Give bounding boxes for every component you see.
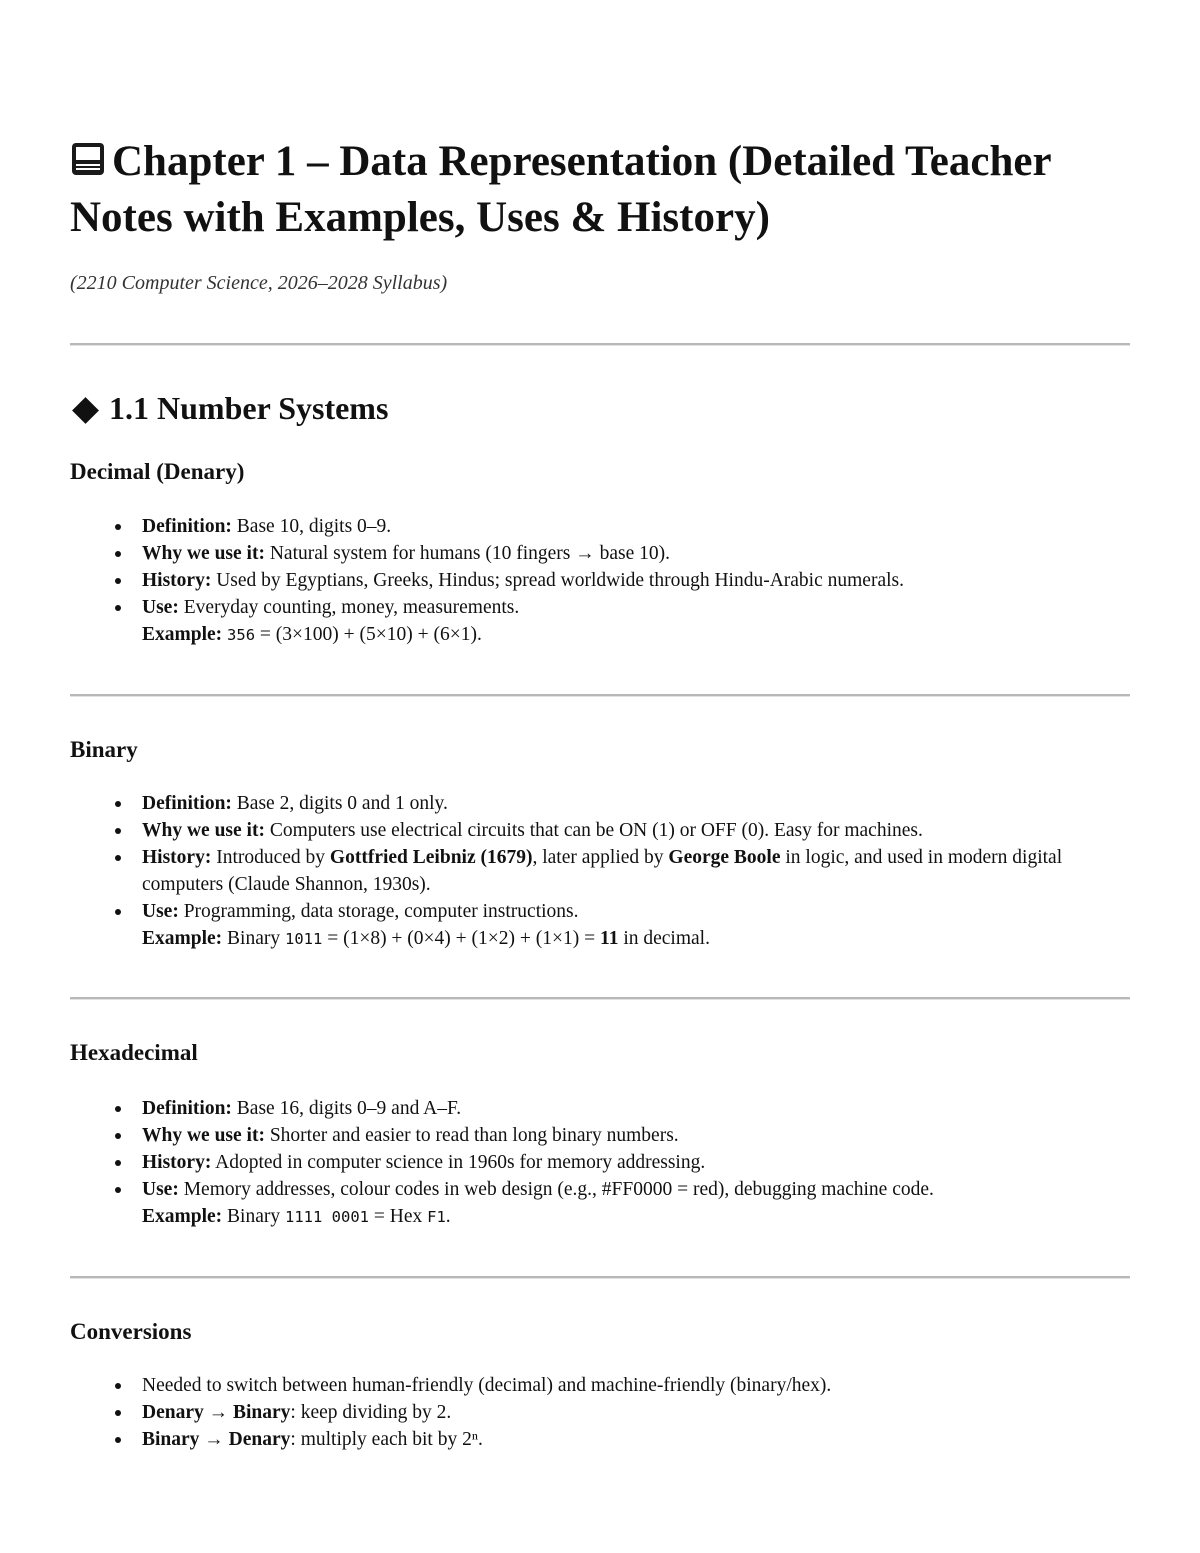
list-item: Why we use it: Computers use electrical circuits that can be ON (1) or OFF (0). Easy for machines. [142,817,1130,844]
list-item: Why we use it: Shorter and easier to read than long binary numbers. [142,1122,1130,1149]
divider [70,997,1130,1000]
hexadecimal-heading: Hexadecimal [70,1040,198,1065]
divider [70,343,1130,346]
binary-list [70,790,1130,953]
divider [70,694,1130,697]
list-item: History: Adopted in computer science in 1960s for memory addressing. [142,1149,1130,1176]
list-item: Why we use it: Natural system for humans (10 fingers → base 10). [142,540,1130,567]
section-heading-text: 1.1 Number Systems [109,390,389,426]
page-subtitle: (2210 Computer Science, 2026–2028 Syllabus) [70,272,448,294]
list-item: Denary → Binary: keep dividing by 2. [142,1399,1130,1426]
hexadecimal-list [70,1095,1130,1231]
page-title [70,134,1130,246]
decimal-list [70,513,1130,649]
book-icon [70,136,106,172]
list-item: Definition: Base 2, digits 0 and 1 only. [142,790,1130,817]
list-item: Definition: Base 16, digits 0–9 and A–F. [142,1095,1130,1122]
list-item: Binary → Denary: multiply each bit by 2ⁿ. [142,1426,1130,1453]
conversions-heading: Conversions [70,1319,192,1344]
conversions-list [70,1372,1130,1453]
divider [70,1276,1130,1279]
list-item: History: Used by Egyptians, Greeks, Hindus; spread worldwide through Hindu-Arabic numerals. [142,567,1130,594]
list-item: Use: Memory addresses, colour codes in web design (e.g., #FF0000 = red), debugging machine code. Example: Binary 1111 0001 = Hex F1. [142,1176,1130,1231]
list-item: Needed to switch between human-friendly (decimal) and machine-friendly (binary/hex). [142,1372,1130,1399]
page-title-text: Chapter 1 – Data Representation (Detailed Teacher Notes with Examples, Uses & History) [70,138,1051,241]
diamond-icon [72,397,99,424]
decimal-heading: Decimal (Denary) [70,459,245,484]
section-heading [70,388,388,428]
list-item: History: Introduced by Gottfried Leibniz (1679), later applied by George Boole in logic, and used in modern digital computers (Claude Shannon, 1930s). [142,844,1130,898]
list-item: Definition: Base 10, digits 0–9. [142,513,1130,540]
binary-heading: Binary [70,737,138,762]
list-item: Use: Programming, data storage, computer instructions. Example: Binary 1011 = (1×8) + (0×4) + (1×2) + (1×1) = 11 in decimal. [142,898,1130,953]
list-item: Use: Everyday counting, money, measurements. Example: 356 = (3×100) + (5×10) + (6×1). [142,594,1130,649]
